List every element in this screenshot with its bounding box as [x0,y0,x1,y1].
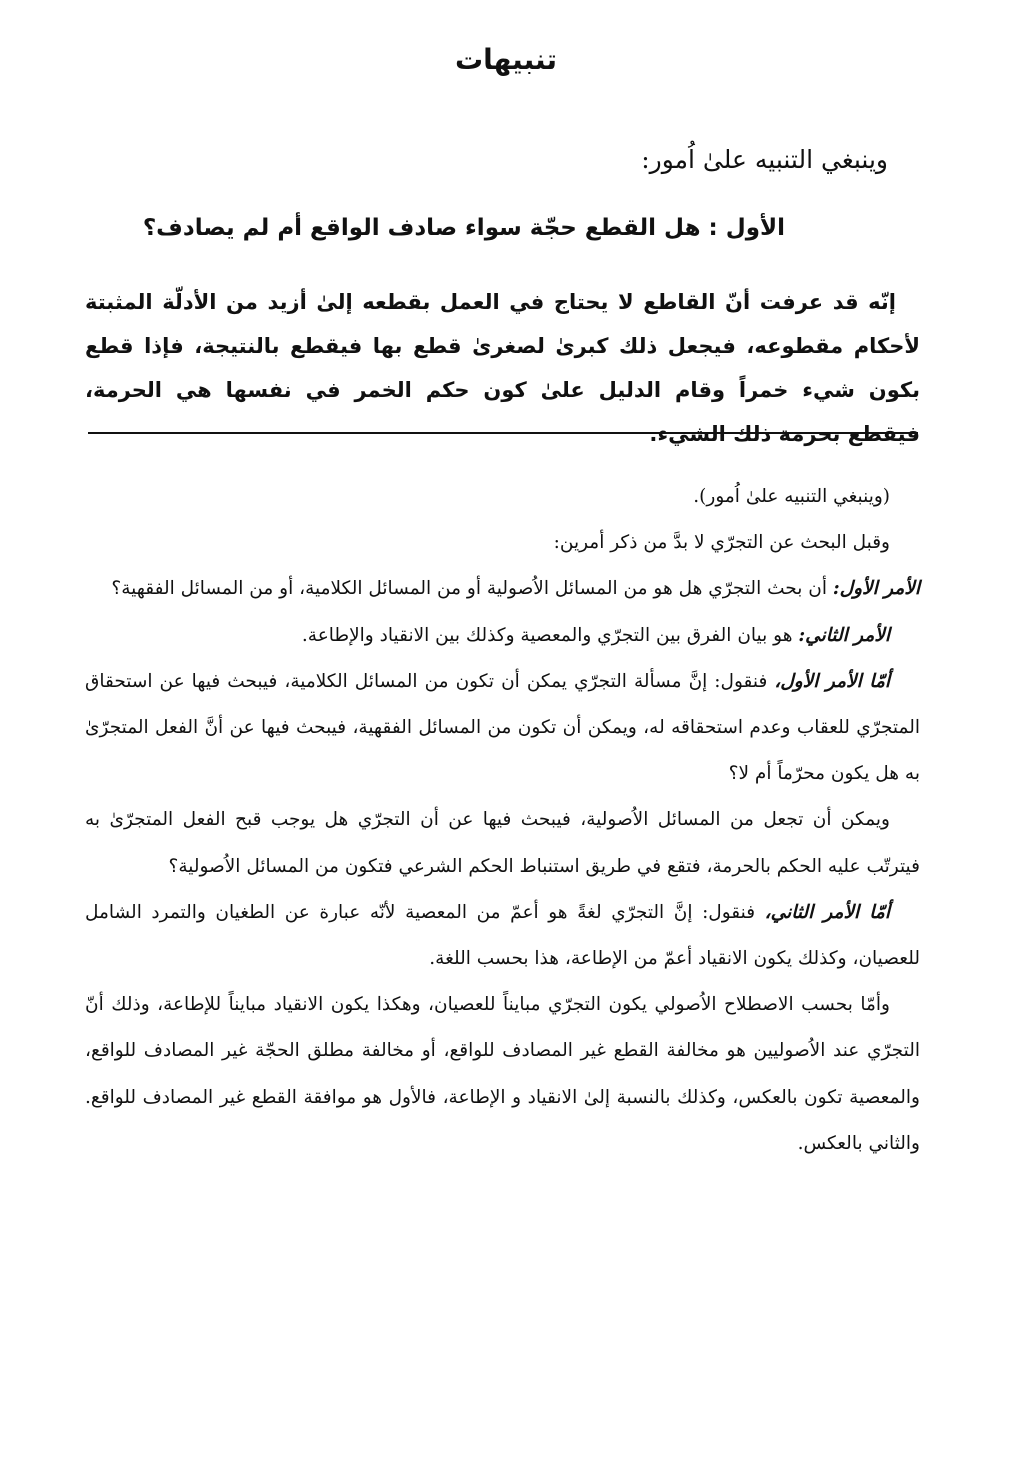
main-paragraph: إنّه قد عرفت أنّ القاطع لا يحتاج في العمل بقطعه إلىٰ أزيد من الأدلّة المثبتة لأحكام مقطوعه، فيجعل ذلك كبرىٰ لصغرىٰ قطع بها فيقطع بالنتيجة، فإذا قطع بكون شيء خمراً وقام الدليل علىٰ كون حكم الخمر في نفسها هي الحرمة، فيقطع بحرمة ذلك الشيء. [85,290,920,446]
section-divider [88,432,918,434]
commentary-paragraph: ويمكن أن تجعل من المسائل الاُصولية، فيبحث فيها عن أن التجرّي هل يوجب قبح الفعل المتجرّىٰ به فيترتّب عليه الحكم بالحرمة، فتقع في طريق استنباط الحكم الشرعي فتكون من المسائل الاُصولية؟ [85,809,920,877]
term-label: الأمر الأول: [832,578,920,600]
page-title: تنبيهات [455,43,557,76]
commentary-paragraph: (وينبغي التنبيه علىٰ اُمور). [693,486,890,507]
intro-line: وينبغي التنبيه علىٰ اُمور: [641,145,888,174]
commentary-section [85,474,920,1167]
paragraph-text: فنقول: إنَّ مسألة التجرّي يمكن أن تكون من المسائل الكلامية، فيبحث فيها عن استحقاق المتجرّي للعقاب وعدم استحقاقه له، ويمكن أن تكون من المسائل الفقهية، فيبحث فيها عن أنَّ الفعل المتجرّىٰ به هل يكون محرّماً أم لا؟ [85,670,920,785]
commentary-paragraph [85,659,920,798]
section-heading: الأول : هل القطع حجّة سواء صادف الواقع أم لم يصادف؟ [142,215,785,241]
commentary-paragraph [85,890,920,982]
paragraph-text: هو بيان الفرق بين التجرّي والمعصية وكذلك بين الانقياد والإطاعة. [301,624,799,646]
paragraph-text: أن بحث التجرّي هل هو من المسائل الاُصولية أو من المسائل الكلامية، أو من المسائل الفقهية؟ [111,578,833,600]
commentary-paragraph [85,566,920,612]
commentary-paragraph: وقبل البحث عن التجرّي لا بدَّ من ذكر أمرين: [553,532,890,554]
commentary-paragraph [85,613,920,659]
term-label: أمّا الأمر الثاني، [764,901,890,923]
commentary-paragraph: وأمّا بحسب الاصطلاح الاُصولي يكون التجرّي مبايناً للعصيان، وهكذا يكون الانقياد مبايناً للإطاعة، وذلك أنّ التجرّي عند الاُصوليين هو مخالفة القطع غير المصادف للواقع، أو مخالفة مطلق الحجّة غير المصادف للواقع، والمعصية تكون بالعكس، وكذلك بالنسبة إلىٰ الانقياد و الإطاعة، فالأول هو موافقة القطع غير المصادف للواقع. والثاني بالعكس. [85,994,920,1154]
paragraph-text: فنقول: إنَّ التجرّي لغةً هو أعمّ من المعصية لأنّه عبارة عن الطغيان والتمرد الشامل للعصيان، وكذلك يكون الانقياد أعمّ من الإطاعة، هذا بحسب اللغة. [85,901,920,970]
term-label: أمّا الأمر الأول، [774,670,890,692]
term-label: الأمر الثاني: [798,624,890,646]
